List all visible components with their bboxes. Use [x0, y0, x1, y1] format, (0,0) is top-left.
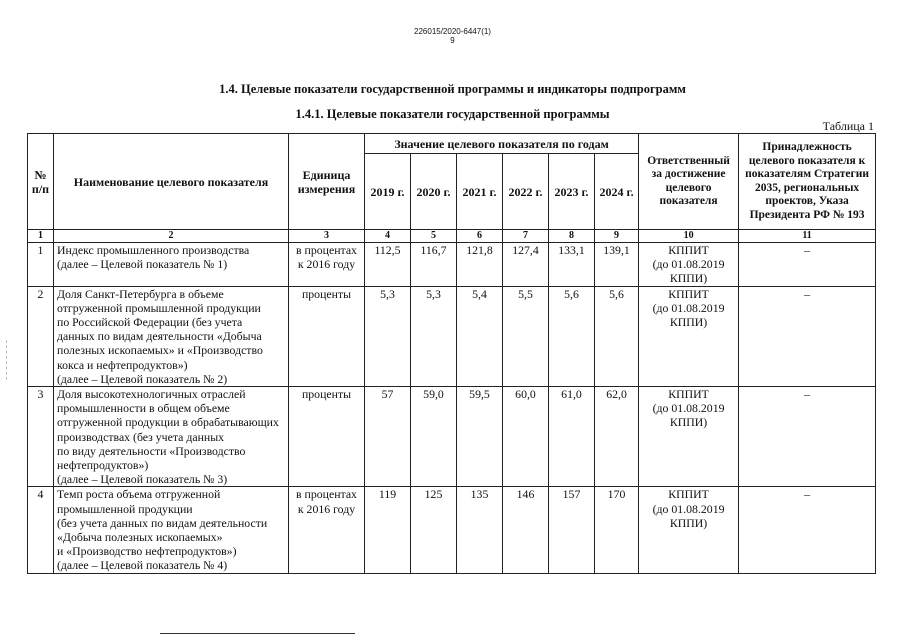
column-number: 10	[639, 230, 739, 243]
indicator-value: 121,8	[457, 243, 503, 287]
indicator-value: 5,5	[503, 286, 549, 386]
indicator-value: 61,0	[549, 387, 595, 487]
indicator-name	[54, 487, 289, 573]
table-row	[28, 387, 876, 487]
indicator-name-line: полезных ископаемых» и «Производство	[57, 343, 263, 358]
column-number: 4	[365, 230, 411, 243]
indicator-value: 5,3	[365, 286, 411, 386]
indicator-name-line: производствах (без учета данных	[57, 429, 225, 444]
indicator-value: 139,1	[595, 243, 639, 287]
column-number: 2	[54, 230, 289, 243]
footnote-divider	[160, 633, 355, 634]
indicator-value: 135	[457, 487, 503, 573]
indicator-name-line: кокса и нефтепродуктов»)	[57, 357, 188, 372]
responsible-body-line: КППИ)	[669, 415, 708, 430]
table-row	[28, 487, 876, 573]
indicator-name-line: (далее – Целевой показатель № 3)	[57, 472, 228, 487]
indicator-unit	[289, 286, 365, 386]
indicator-value: 157	[549, 487, 595, 573]
header-year: 2019 г.	[365, 154, 411, 230]
indicator-value: 5,6	[595, 286, 639, 386]
column-number: 6	[457, 230, 503, 243]
indicator-value: 57	[365, 387, 411, 487]
header-values-group: Значение целевого показателя по годам	[365, 134, 639, 154]
responsible-body	[639, 286, 739, 386]
column-numbers-row	[28, 230, 876, 243]
indicator-value: 112,5	[365, 243, 411, 287]
responsible-body-line: (до 01.08.2019	[652, 501, 725, 516]
responsible-body-line: КППИТ	[668, 487, 709, 502]
row-number: 4	[28, 487, 54, 573]
indicator-name-line: отгруженной продукции в обрабатывающих	[57, 415, 279, 430]
column-number: 1	[28, 230, 54, 243]
responsible-body	[639, 387, 739, 487]
header-num: № п/п	[28, 134, 54, 230]
indicator-name-line: нефтепродуктов»)	[57, 458, 149, 473]
indicator-name-line: по виду деятельности «Производство	[57, 443, 246, 458]
column-number: 3	[289, 230, 365, 243]
subsection-heading: 1.4.1. Целевые показатели государственной программы	[295, 107, 610, 121]
indicator-value: 59,0	[411, 387, 457, 487]
indicator-value: 146	[503, 487, 549, 573]
indicator-name-line: (без учета данных по видам деятельности	[57, 515, 268, 530]
column-number: 8	[549, 230, 595, 243]
column-number: 5	[411, 230, 457, 243]
indicator-name-line: Темп роста объема отгруженной	[57, 487, 221, 502]
indicator-value: 170	[595, 487, 639, 573]
affiliation-value: –	[739, 243, 876, 287]
indicator-unit-line: проценты	[301, 286, 352, 301]
responsible-body-line: (до 01.08.2019	[652, 257, 725, 272]
indicator-name-line: «Добыча полезных ископаемых»	[57, 530, 223, 545]
document-stamp-code: 226015/2020-6447(1)	[414, 27, 491, 36]
scan-edge-mark	[6, 340, 8, 380]
responsible-body-line: (до 01.08.2019	[652, 401, 725, 416]
header-unit: Единица измерения	[289, 134, 365, 230]
indicator-name-line: Доля высокотехнологичных отраслей	[57, 387, 246, 402]
column-number: 11	[739, 230, 876, 243]
indicator-name-line: промышленности в общем объеме	[57, 401, 230, 416]
indicator-unit	[289, 387, 365, 487]
header-responsible: Ответственный за достижение целевого показателя	[639, 134, 739, 230]
section-heading: 1.4. Целевые показатели государственной программы и индикаторы подпрограмм	[219, 82, 686, 96]
indicator-unit-line: в процентах	[296, 243, 357, 257]
row-number: 2	[28, 286, 54, 386]
row-number: 1	[28, 243, 54, 287]
table-body	[28, 243, 876, 574]
responsible-body	[639, 487, 739, 573]
responsible-body-line: (до 01.08.2019	[652, 300, 725, 315]
indicator-name	[54, 387, 289, 487]
header-year: 2020 г.	[411, 154, 457, 230]
indicator-unit	[289, 243, 365, 287]
indicator-name-line: Индекс промышленного производства	[57, 243, 250, 257]
indicator-name-line: данных по видам деятельности «Добыча	[57, 329, 262, 344]
indicator-name	[54, 243, 289, 287]
header-year: 2022 г.	[503, 154, 549, 230]
responsible-body-line: КППИТ	[668, 387, 709, 402]
column-number: 9	[595, 230, 639, 243]
indicator-name-line: (далее – Целевой показатель № 4)	[57, 558, 228, 573]
table-caption: Таблица 1	[822, 119, 874, 133]
indicator-name-line: промышленной продукции	[57, 501, 193, 516]
indicator-unit-line: в процентах	[296, 487, 357, 502]
indicator-name-line: (далее – Целевой показатель № 2)	[57, 371, 228, 386]
indicator-name-line: и «Производство нефтепродуктов»)	[57, 544, 237, 559]
indicator-unit	[289, 487, 365, 573]
indicator-name	[54, 286, 289, 386]
indicator-value: 59,5	[457, 387, 503, 487]
affiliation-value: –	[739, 487, 876, 573]
header-affiliation: Принадлежность целевого показателя к показателям Стратегии 2035, региональных проектов, Указа Президента РФ № 193	[739, 134, 876, 230]
indicator-value: 125	[411, 487, 457, 573]
responsible-body-line: КППИ)	[669, 271, 708, 286]
indicator-value: 5,6	[549, 286, 595, 386]
indicator-value: 119	[365, 487, 411, 573]
indicator-value: 5,4	[457, 286, 503, 386]
page-number: 9	[450, 36, 455, 45]
header-year: 2024 г.	[595, 154, 639, 230]
header-name: Наименование целевого показателя	[54, 134, 289, 230]
responsible-body-line: КППИ)	[669, 515, 708, 530]
indicator-value: 116,7	[411, 243, 457, 287]
responsible-body-line: КППИТ	[668, 286, 709, 301]
affiliation-value: –	[739, 286, 876, 386]
column-number: 7	[503, 230, 549, 243]
indicator-value: 127,4	[503, 243, 549, 287]
indicator-name-line: Доля Санкт-Петербурга в объеме	[57, 286, 224, 301]
table-row	[28, 286, 876, 386]
indicator-unit-line: проценты	[301, 387, 352, 402]
indicator-value: 5,3	[411, 286, 457, 386]
target-indicators-table	[27, 133, 876, 574]
indicator-name-line: по Российской Федерации (без учета	[57, 315, 243, 330]
indicator-name-line: отгруженной промышленной продукции	[57, 300, 261, 315]
header-year: 2021 г.	[457, 154, 503, 230]
indicator-unit-line: к 2016 году	[297, 501, 356, 516]
responsible-body-line: КППИТ	[668, 243, 709, 257]
affiliation-value: –	[739, 387, 876, 487]
row-number: 3	[28, 387, 54, 487]
table-row	[28, 243, 876, 287]
responsible-body	[639, 243, 739, 287]
indicator-value: 60,0	[503, 387, 549, 487]
indicator-value: 133,1	[549, 243, 595, 287]
header-year: 2023 г.	[549, 154, 595, 230]
indicator-value: 62,0	[595, 387, 639, 487]
indicator-unit-line: к 2016 году	[297, 257, 356, 272]
responsible-body-line: КППИ)	[669, 315, 708, 330]
indicator-name-line: (далее – Целевой показатель № 1)	[57, 257, 228, 272]
